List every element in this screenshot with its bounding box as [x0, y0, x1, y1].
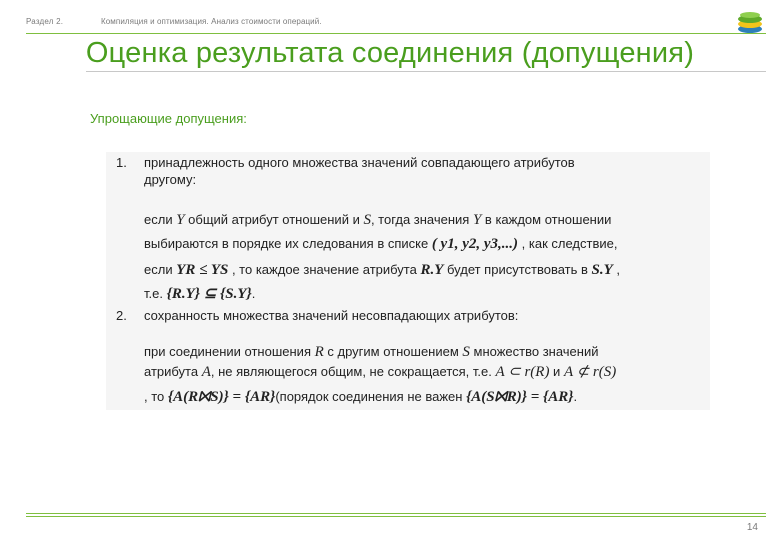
text: , не являющегося общим, не сокращается, т.е.	[210, 364, 496, 379]
header-section: Раздел 2.	[26, 17, 64, 26]
math-S: S	[462, 344, 470, 360]
text: выбираются в порядке их следования в списке	[144, 236, 432, 251]
text: , как следствие,	[518, 236, 618, 251]
title-rule	[86, 71, 766, 72]
subtitle: Упрощающие допущения:	[90, 111, 247, 126]
text: т.е.	[144, 286, 167, 301]
text: с другим отношением	[323, 344, 463, 359]
math-Y: Y	[176, 212, 185, 228]
footer-rule	[26, 516, 766, 517]
logo-icon	[735, 10, 765, 34]
text: .	[573, 389, 578, 404]
text: множество значений	[469, 344, 599, 359]
math-Y: Y	[472, 212, 482, 228]
text: , тогда значения	[370, 212, 473, 227]
item2-join-line	[144, 343, 599, 361]
item2-order-line	[144, 388, 577, 406]
math-S: S	[363, 212, 371, 228]
header-rule	[26, 33, 766, 34]
text: в каждом отношении	[481, 212, 612, 227]
math-A: A	[201, 364, 211, 380]
item1-line2: другому:	[144, 172, 197, 187]
text: если	[144, 212, 177, 227]
text: , то	[144, 389, 168, 404]
math-subset-R: A ⊂ r(R)	[495, 364, 550, 380]
text: (порядок соединения не важен	[275, 389, 467, 404]
math-list: ( y1, y2, y3,...)	[431, 236, 519, 252]
math-subset: {R.Y} ⊆ {S.Y}	[166, 286, 252, 302]
math-R: R	[314, 344, 324, 360]
text: будет присутствовать в	[443, 262, 592, 277]
item2-line1: сохранность множества значений несовпадающих атрибутов:	[144, 308, 519, 323]
math-join-RS: {A(R⨝S)} = {AR}	[167, 389, 276, 405]
text: общий атрибут отношений и	[184, 212, 364, 227]
text: атрибута	[144, 364, 202, 379]
math-inequality: YR ≤ YS	[176, 262, 229, 278]
text: , то каждое значение атрибута	[228, 262, 421, 277]
item1-condition-line	[144, 211, 611, 229]
footer-rule	[26, 513, 766, 514]
text: если	[144, 262, 177, 277]
text: ,	[612, 262, 621, 277]
item1-order-line	[144, 235, 617, 253]
header-topic: Компиляция и оптимизация. Анализ стоимости операций.	[101, 17, 322, 26]
item1-subset-line	[144, 285, 255, 303]
item2-attribute-line	[144, 363, 616, 381]
math-RY: R.Y	[420, 262, 444, 278]
item-number: 1.	[116, 155, 127, 170]
math-not-subset-S: A ⊄ r(S)	[563, 364, 617, 380]
item-number: 2.	[116, 308, 127, 323]
text: при соединении отношения	[144, 344, 315, 359]
slide-title: Оценка результата соединения (допущения)	[85, 37, 695, 69]
item1-consequence-line	[144, 261, 620, 279]
math-join-SR: {A(S⨝R)} = {AR}	[466, 389, 574, 405]
math-SY: S.Y	[591, 262, 613, 278]
page-number: 14	[746, 522, 758, 533]
content-panel	[106, 152, 710, 410]
text: .	[251, 286, 256, 301]
text: и	[549, 364, 564, 379]
item1-line1: принадлежность одного множества значений совпадающего атрибутов	[144, 155, 575, 170]
